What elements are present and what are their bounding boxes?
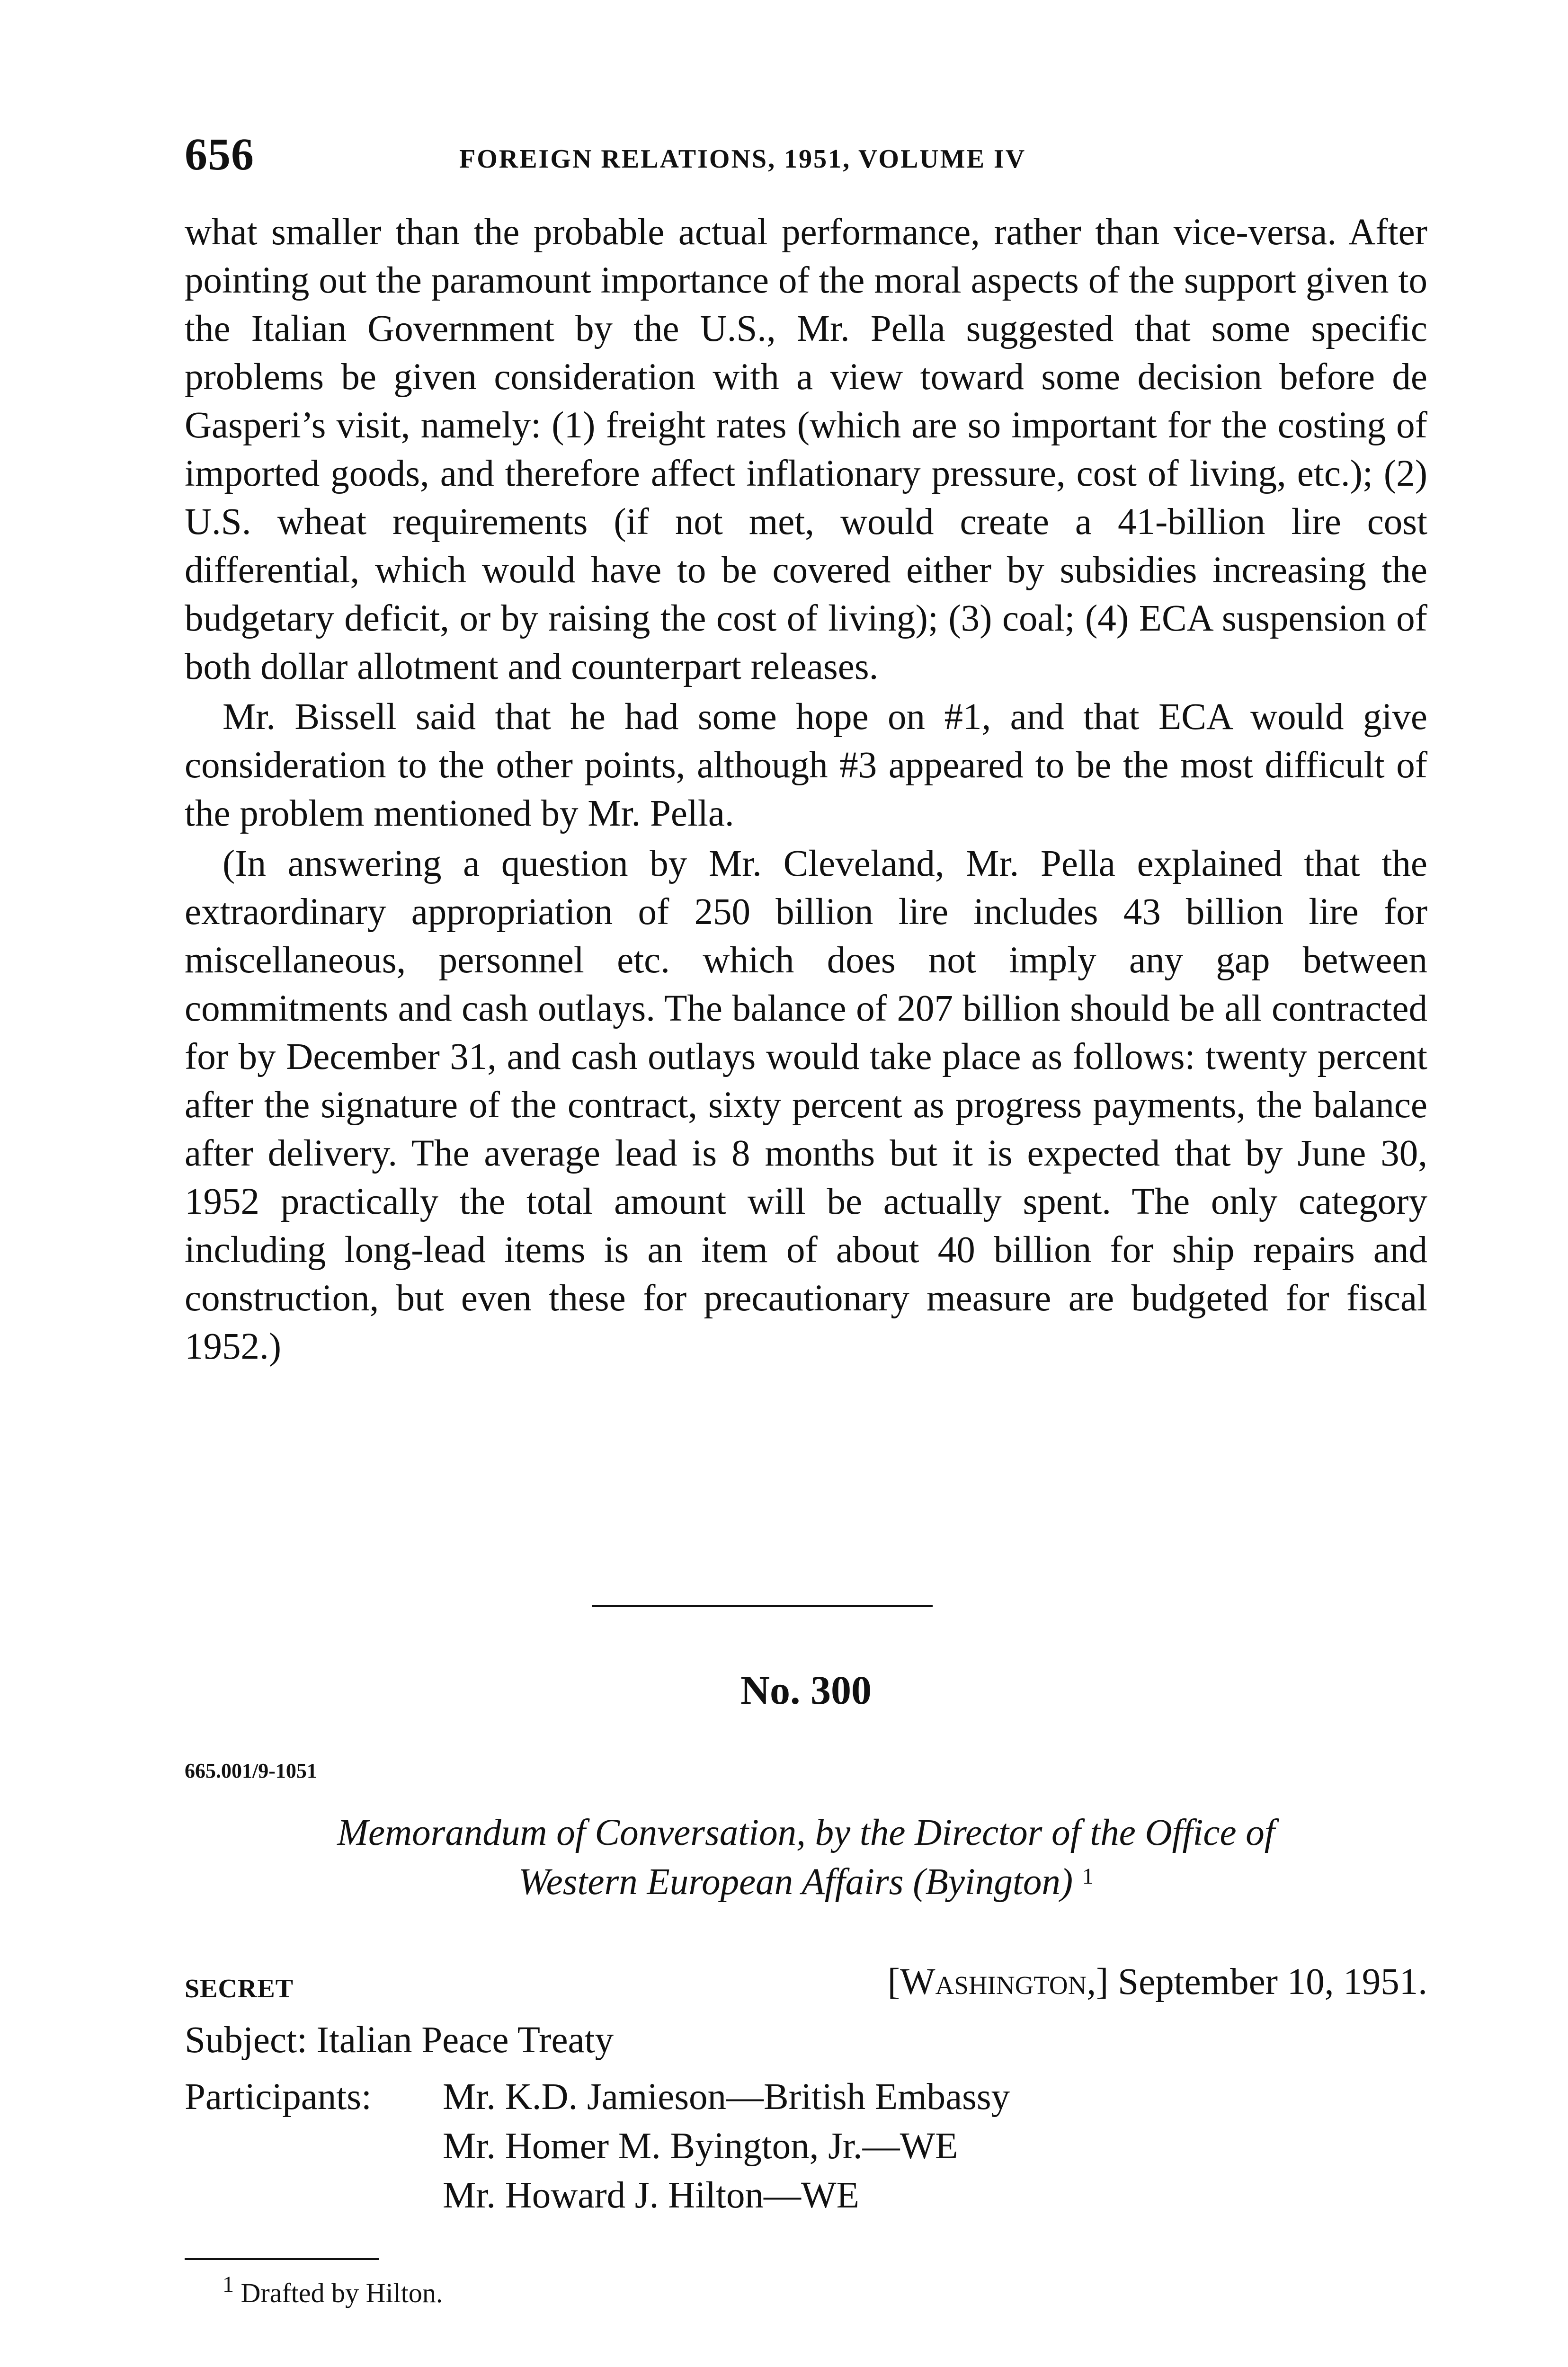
document-number: No. 300: [740, 1667, 872, 1713]
document-page: [185, 0, 1427, 2367]
page-number: 656: [185, 129, 254, 179]
document-title-line-1: Memorandum of Conversation, by the Director of the Office of: [337, 1812, 1275, 1853]
running-head: [185, 128, 1427, 180]
file-number: 665.001/9-1051: [185, 1759, 317, 1782]
body-paragraph-1: what smaller than the probable actual performance, rather than vice-versa. After pointing out the paramount importance of the moral aspects of the support given to the Italian Government by the U.S., Mr. Pella suggested that some specific problems be given consideration with a view toward some decision before de Gasperi’s visit, namely: (1) freight rates (which are so important for the costing of imported goods, and therefore affect inflationary pressure, cost of living, etc.); (2) U.S. wheat requirements (if not met, would create a 41-billion lire cost differential, which would have to be covered either by subsidies increasing the budgetary deficit, or by raising the cost of living); (3) coal; (4) ECA suspension of both dollar allotment and counterpart releases.: [185, 212, 1427, 687]
footnote-divider: [185, 2258, 379, 2260]
title-footnote-marker: 1: [1082, 1864, 1094, 1889]
footnote-1-text: Drafted by Hilton.: [241, 2278, 443, 2308]
dateline-place: [Washington,]: [887, 1961, 1109, 2002]
participants-block: [185, 2073, 1427, 2224]
document-title: [232, 1808, 1380, 1907]
participant-2: Mr. Homer M. Byington, Jr.—WE: [443, 2126, 958, 2167]
classification-dateline-row: [185, 1958, 1427, 2007]
section-divider: [592, 1605, 933, 1607]
document-title-line-2-wrap: [232, 1858, 1380, 1907]
participant-1: Mr. K.D. Jamieson—British Embassy: [443, 2076, 1010, 2118]
footnote-1-marker: 1: [223, 2272, 234, 2297]
footnote-1: [223, 2272, 443, 2309]
participant-3: Mr. Howard J. Hilton—WE: [443, 2175, 859, 2216]
body-paragraph-3: (In answering a question by Mr. Cleveland, Mr. Pella explained that the extraordinary appropriation of 250 billion lire includes 43 billion lire for miscellaneous, personnel etc. which does not imply any gap between commitments and cash outlays. The balance of 207 billion should be all contracted for by December 31, and cash outlays would take place as follows: twenty percent after the signature of the contract, sixty percent as progress payments, the balance after delivery. The average lead is 8 months but it is expected that by June 30, 1952 practically the total amount will be actually spent. The only category including long-lead items is an item of about 40 billion for ship repairs and construction, but even these for precautionary measure are budgeted for fiscal 1952.): [185, 843, 1427, 1367]
dateline-date: September 10, 1951.: [1118, 1961, 1427, 2002]
running-title: FOREIGN RELATIONS, 1951, VOLUME IV: [459, 144, 1026, 174]
body-text: [185, 208, 1427, 1371]
subject-line: Subject: Italian Peace Treaty: [185, 2020, 614, 2061]
body-paragraph-2: Mr. Bissell said that he had some hope on #1, and that ECA would give consideration to the other points, although #3 appeared to be the most difficult of the problem mentioned by Mr. Pella.: [185, 696, 1427, 834]
dateline: [888, 1958, 1427, 2007]
classification-label: SECRET: [185, 1974, 294, 2003]
participants-label: Participants:: [185, 2076, 372, 2118]
document-title-line-2: Western European Affairs (Byington): [518, 1861, 1073, 1903]
